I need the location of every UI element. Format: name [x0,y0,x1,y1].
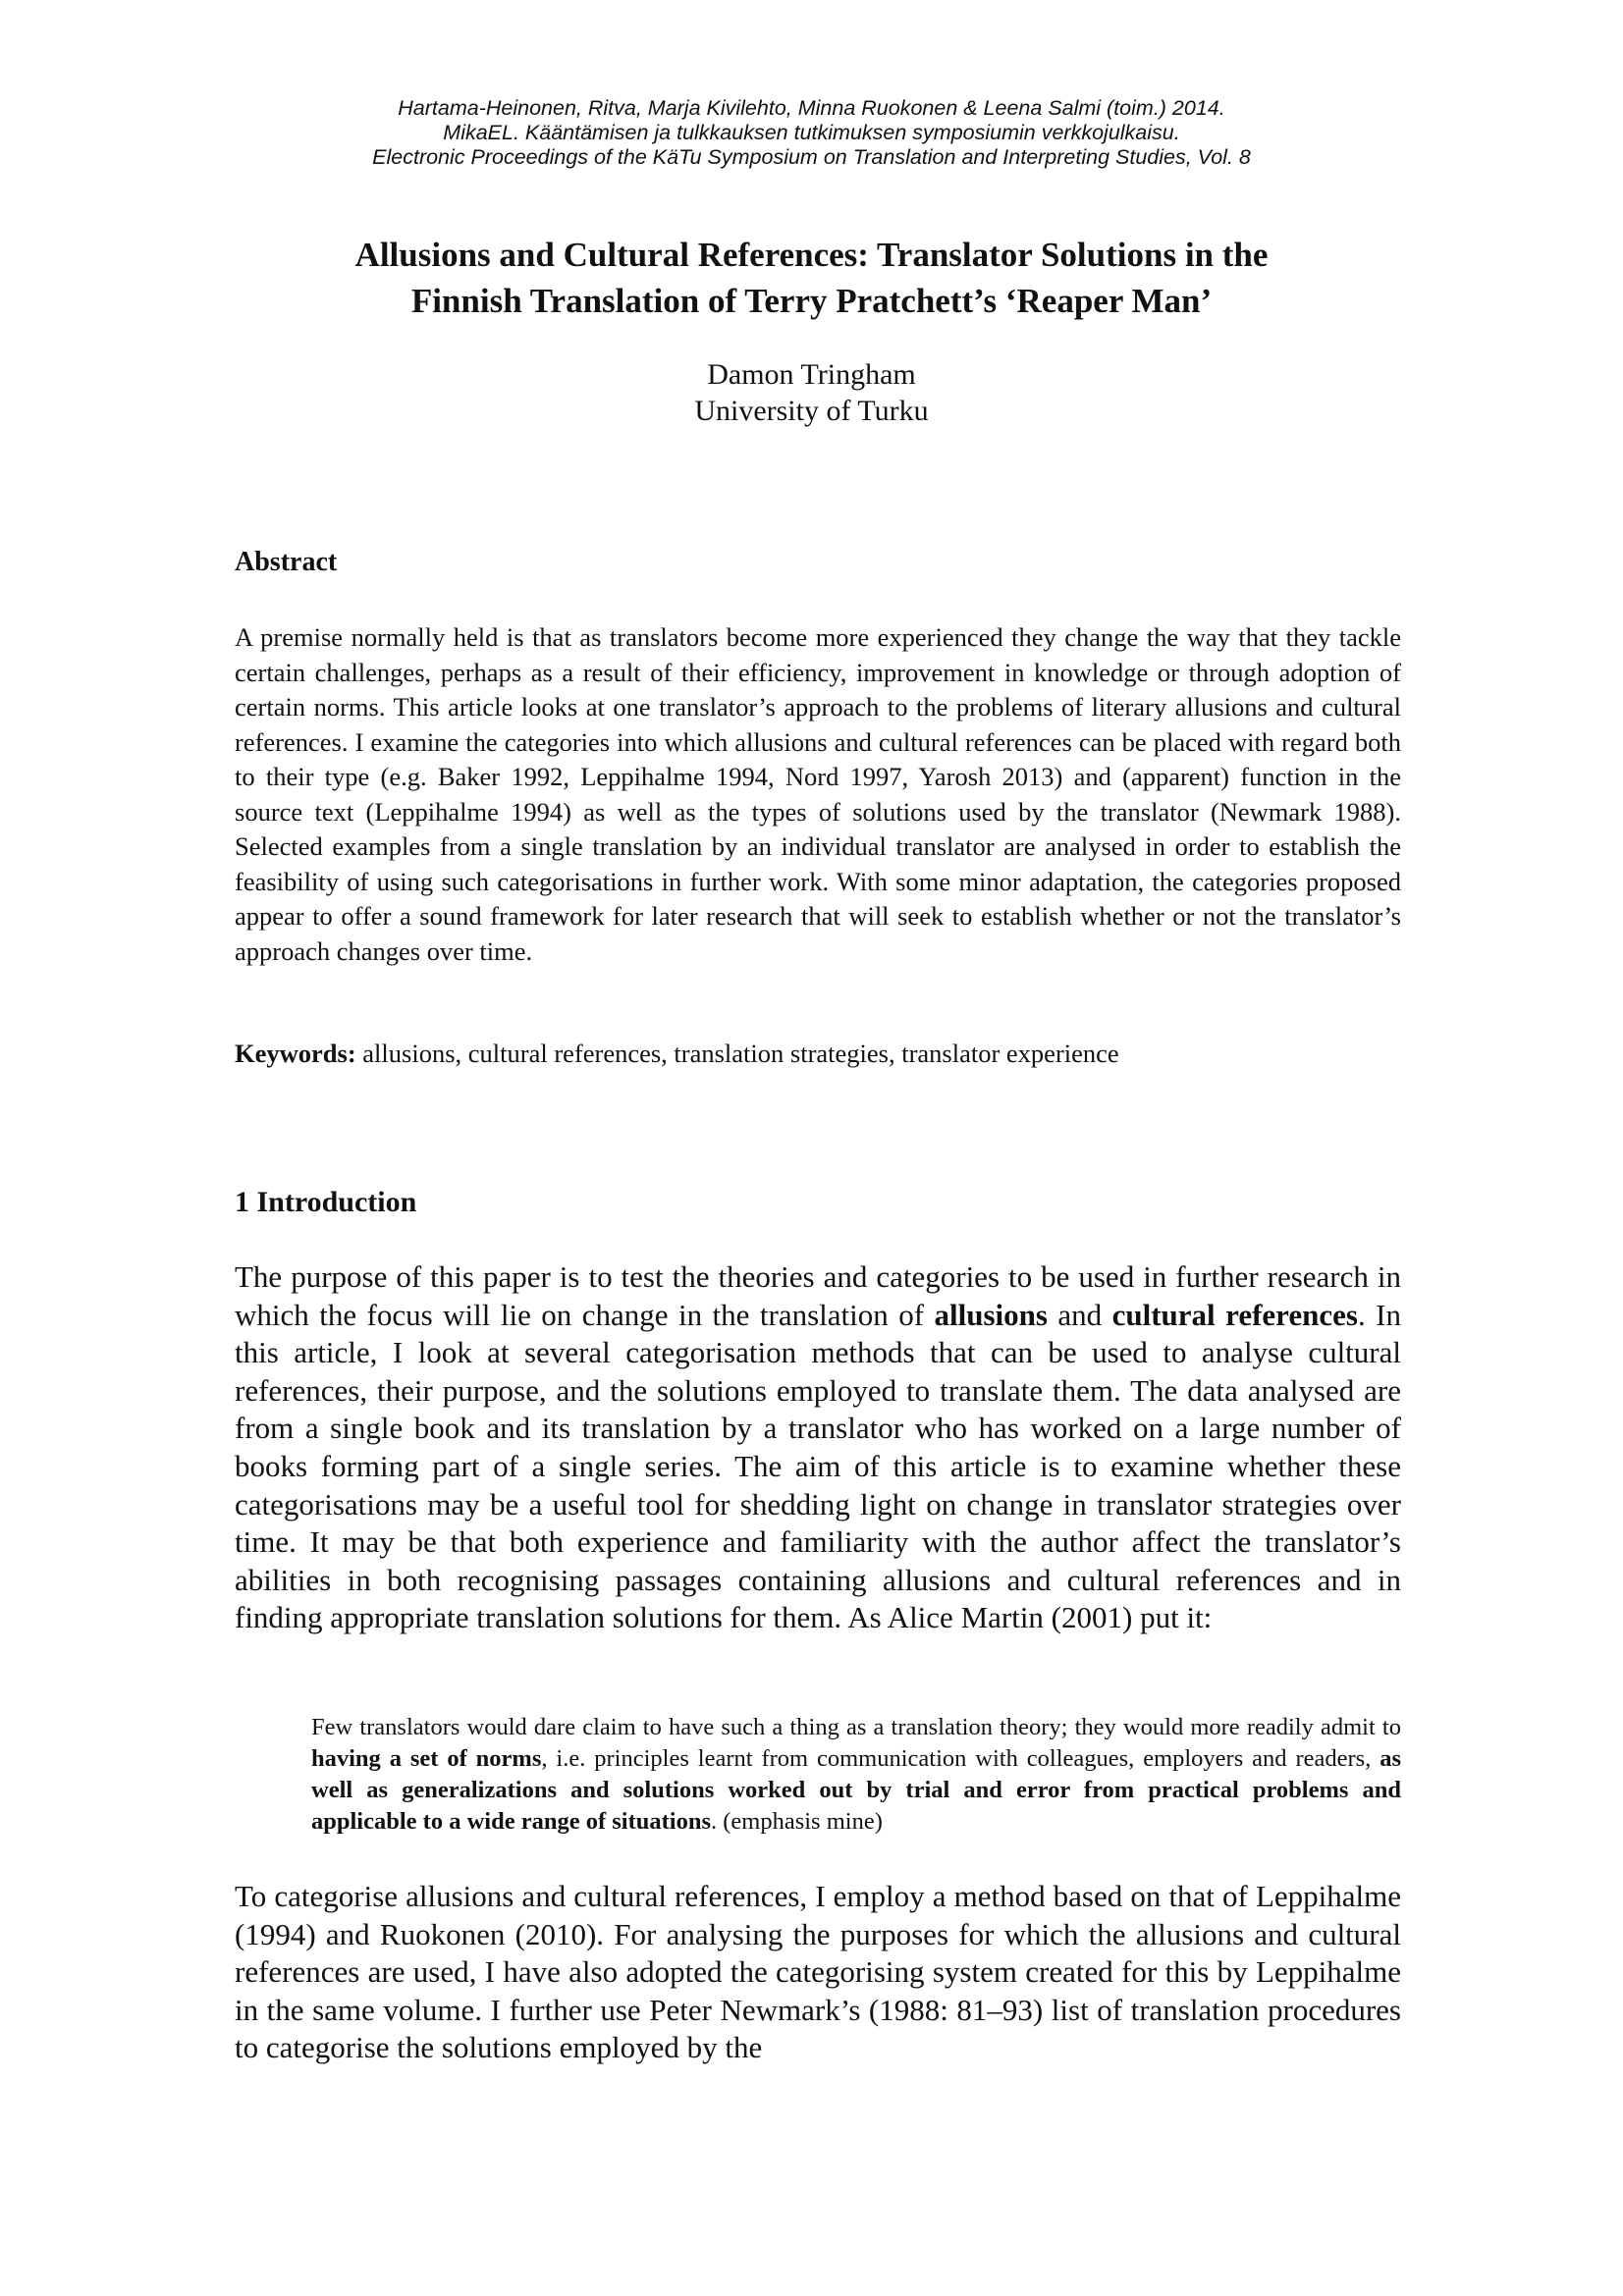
keywords-text: allusions, cultural references, translation strategies, translator experience [355,1039,1119,1068]
intro-p1-bold-cultural-references: cultural references [1111,1297,1358,1332]
title-line-2: Finnish Translation of Terry Pratchett’s ‘Reaper Man’ [410,282,1213,320]
quote-bold-2: as well as generalizations and solutions worked out by trial and error from practical problems and applicable to a wide range of situations [311,1745,1402,1835]
intro-p1-text-c: and [1047,1297,1112,1332]
introduction-paragraph-1 [235,1258,1401,1637]
keywords-label: Keywords: [235,1039,356,1068]
running-header [236,96,1387,170]
title-line-1: Allusions and Cultural References: Translator Solutions in the [354,236,1269,274]
header-line-3: Electronic Proceedings of the KäTu Symposium on Translation and Interpreting Studies, Vol. 8 [372,145,1251,169]
keywords-line [235,1037,1413,1071]
intro-p1-text-d: . In this article, I look at several categorisation methods that can be used to analyse cultural references, their purpose, and the solutions employed to translate them. The data analysed are from a single book and its translation by a translator who has worked on a large number of books forming part of a single series. The aim of this article is to examine whether these categorisations may be a useful tool for shedding light on change in translator strategies over time. It may be that both experience and familiarity with the author affect the translator’s abilities in both recognising passages containing allusions and cultural references and in finding appropriate translation solutions for them. As Alice Martin (2001) put it: [235,1297,1402,1635]
quote-bold-1: having a set of norms [311,1745,542,1772]
author-affiliation: University of Turku [694,395,929,427]
header-line-2: MikaEL. Kääntämisen ja tulkkauksen tutkimuksen symposiumin verkkojulkaisu. [443,121,1180,144]
section-heading-introduction: 1 Introduction [235,1186,417,1218]
author-block [236,356,1387,429]
quote-text-c: , i.e. principles learnt from communication with colleagues, employers and readers, [541,1745,1380,1772]
intro-p1-bold-allusions: allusions [934,1297,1048,1332]
paper-title [236,232,1387,324]
abstract-heading: Abstract [235,547,338,577]
block-quote [311,1712,1401,1838]
introduction-paragraph-2: To categorise allusions and cultural references, I employ a method based on that of Leppihalme (1994) and Ruokonen (2010). For analysing the purposes for which the allusions and cultural references are used, I have also adopted the categorising system created for this by Leppihalme in the same volume. I further use Peter Newmark’s (1988: 81–93) list of translation procedures to categorise the solutions employed by the [235,1879,1401,2065]
quote-text-d: . (emphasis mine) [711,1808,883,1835]
header-line-1: Hartama-Heinonen, Ritva, Marja Kivilehto, Minna Ruokonen & Leena Salmi (toim.) 2014. [398,96,1225,120]
author-name: Damon Tringham [707,358,916,391]
intro-p1-text-a: The purpose of this paper is to test the theories and categories to be used in further research in which the focus will lie on change in the translation of [235,1259,1401,1332]
abstract-text: A premise normally held is that as translators become more experienced they change the way that they tackle certain challenges, perhaps as a result of their efficiency, improvement in knowledge or through adoption of certain norms. This article looks at one translator’s approach to the problems of literary allusions and cultural references. I examine the categories into which allusions and cultural references can be placed with regard both to their type (e.g. Baker 1992, Leppihalme 1994, Nord 1997, Yarosh 2013) and (apparent) function in the source text (Leppihalme 1994) as well as the types of solutions used by the translator (Newmark 1988). Selected examples from a single translation by an individual translator are analysed in order to establish the feasibility of using such categorisations in further work. With some minor adaptation, the categories proposed appear to offer a sound framework for later research that will seek to establish whether or not the translator’s approach changes over time. [235,622,1401,966]
quote-text-a: Few translators would dare claim to have such a thing as a translation theory; they would more readily admit to [311,1714,1401,1740]
